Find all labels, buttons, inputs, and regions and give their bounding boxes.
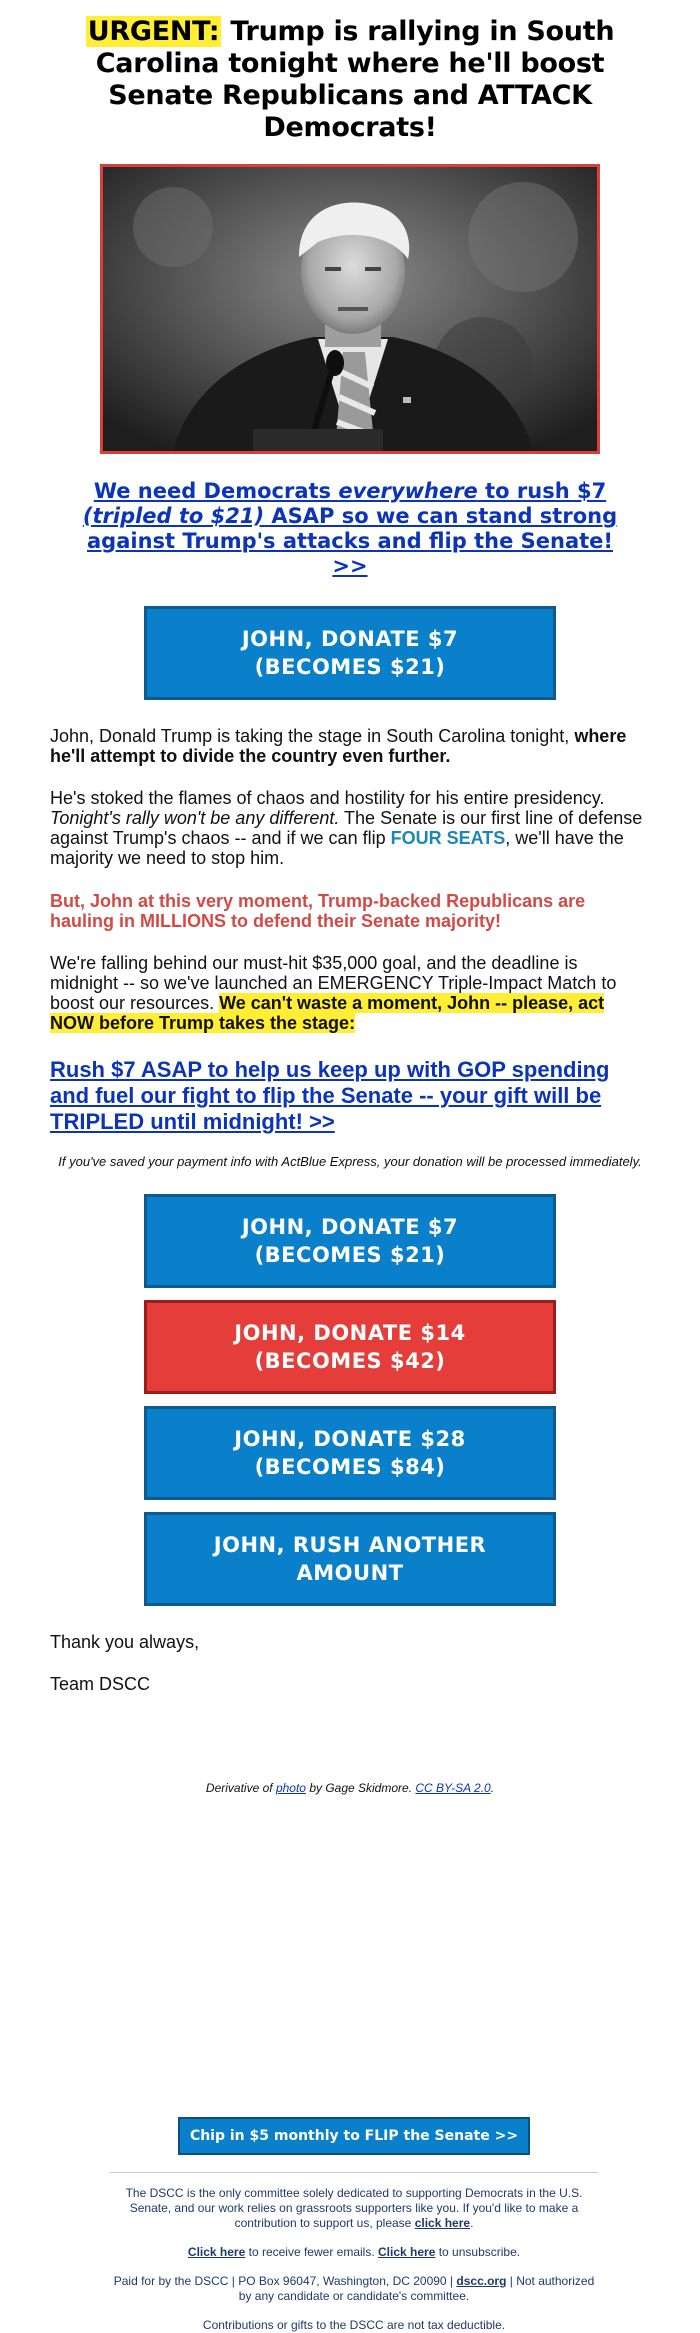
contribute-link[interactable]: click here: [414, 2216, 471, 2230]
fewer-emails-link[interactable]: Click here: [187, 2245, 246, 2259]
cta-top-everywhere: everywhere: [338, 479, 478, 503]
photo-source-link[interactable]: photo: [275, 1781, 306, 1795]
donate-7-button[interactable]: [144, 1194, 556, 1288]
button-line2: (BECOMES $84): [254, 1455, 446, 1479]
button-line2: (BECOMES $42): [254, 1349, 446, 1373]
donate-link-bottom[interactable]: Rush $7 ASAP to help us keep up with GOP spending and fuel our fight to flip the Senate -- your gift will be TRIPLED until midnight! >>: [50, 1057, 610, 1134]
body-paragraph-1: [50, 726, 650, 766]
not-authorized-text: | Not authorized by any candidate or candidate's committee.: [238, 2274, 595, 2303]
p1-text: John, Donald Trump is taking the stage in South Carolina tonight,: [50, 726, 575, 746]
p2-italic: Tonight's rally won't be any different.: [50, 808, 340, 828]
footer-paid-for: [110, 2274, 598, 2304]
email-body: [50, 16, 650, 1796]
p1-bold: where he'll attempt to divide the country even further.: [50, 726, 627, 766]
footer-about-text: The DSCC is the only committee solely dedicated to supporting Democrats in the U.S. Senate, and our work relies on grassroots supporters like you. If you'd like to make a contribution to support us, please: [125, 2186, 583, 2230]
credit-prefix: Derivative of: [205, 1781, 276, 1795]
donate-link-top[interactable]: [70, 479, 630, 579]
footer: [110, 2186, 598, 2333]
trump-photo-illustration: [103, 167, 597, 451]
signoff-line: Thank you always,: [50, 1632, 200, 1652]
photo-credit: [50, 1780, 650, 1796]
donate-other-amount-button[interactable]: [144, 1512, 556, 1606]
button-line1: JOHN, DONATE $7: [241, 1215, 459, 1239]
footer-tax-note: Contributions or gifts to the DSCC are not tax deductible.: [202, 2318, 506, 2332]
p4-highlight: We can't waste a moment, John -- please, act NOW before Trump takes the stage:: [50, 993, 605, 1033]
p2-text-e: , we'll have the majority we need to stop him.: [50, 828, 624, 868]
paid-for-text: Paid for by the DSCC | PO Box 96047, Washington, DC 20090 |: [113, 2274, 457, 2288]
body-paragraph-4: [50, 953, 650, 1033]
hero-image[interactable]: [100, 164, 600, 454]
donate-7-button-top[interactable]: [144, 606, 556, 700]
headline: [50, 16, 650, 144]
signoff-team: Team DSCC: [50, 1674, 151, 1694]
button-line1: JOHN, DONATE $14: [234, 1321, 466, 1345]
dscc-site-link[interactable]: dscc.org: [456, 2274, 507, 2288]
license-link[interactable]: CC BY-SA 2.0: [415, 1781, 491, 1795]
button-line2: AMOUNT: [296, 1561, 404, 1585]
monthly-chip-in-button[interactable]: Chip in $5 monthly to FLIP the Senate >>: [178, 2117, 530, 2155]
p2-text-c: The Senate is our first line of defense against Trump's chaos -- and if we can flip: [50, 808, 643, 848]
p4-text: We're falling behind our must-hit $35,000 goal, and the deadline is midnight -- so we've launched an EMERGENCY Triple-Impact Match to boost our resources.: [50, 953, 617, 1013]
cta-top-part1: We need Democrats: [93, 479, 339, 503]
donate-14-button[interactable]: [144, 1300, 556, 1394]
credit-suffix: .: [490, 1781, 495, 1795]
actblue-express-note: If you've saved your payment info with ActBlue Express, your donation will be processed immediately.: [58, 1154, 642, 1169]
button-line2: (BECOMES $21): [254, 1243, 446, 1267]
button-line1: JOHN, RUSH ANOTHER: [213, 1533, 487, 1557]
body-paragraph-2: [50, 788, 650, 868]
donate-28-button[interactable]: [144, 1406, 556, 1500]
unsubscribe-link[interactable]: Click here: [378, 2245, 436, 2259]
cta-top-part5: ASAP so we can stand strong against Trump's attacks and flip the Senate! >>: [87, 504, 618, 578]
footer-about-end: .: [470, 2216, 474, 2230]
button-line1: JOHN, DONATE $28: [234, 1427, 466, 1451]
button-line2: (BECOMES $21): [254, 655, 446, 679]
p2-text-a: He's stoked the flames of chaos and hostility for his entire presidency.: [50, 788, 605, 808]
headline-text: Trump is rallying in South Carolina tonight where he'll boost Senate Republicans and ATTACK Democrats!: [95, 16, 615, 143]
fewer-emails-text: to receive fewer emails.: [245, 2245, 378, 2259]
urgent-label: URGENT:: [87, 16, 220, 47]
body-paragraph-3-alert: But, John at this very moment, Trump-backed Republicans are hauling in MILLIONS to defend their Senate majority!: [50, 891, 586, 931]
footer-email-prefs: [110, 2245, 598, 2260]
unsubscribe-text: to unsubscribe.: [435, 2245, 521, 2259]
p2-four-seats: FOUR SEATS: [390, 828, 506, 848]
credit-middle: by Gage Skidmore.: [305, 1781, 416, 1795]
footer-about: [110, 2186, 598, 2231]
footer-divider: [110, 2172, 598, 2173]
cta-top-part3: to rush $7: [477, 479, 607, 503]
cta-top-tripled: (tripled to $21): [82, 504, 265, 528]
button-line1: JOHN, DONATE $7: [241, 627, 459, 651]
